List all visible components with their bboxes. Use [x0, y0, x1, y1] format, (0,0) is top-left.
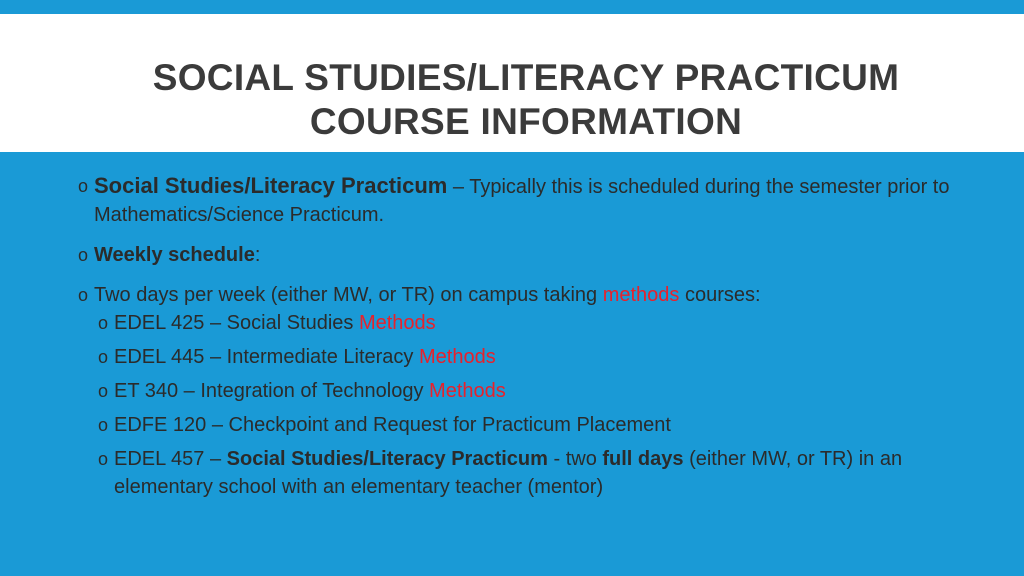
slide-body — [78, 172, 958, 501]
campus-days-tail: courses: — [679, 284, 761, 306]
bullet-practicum-overview — [78, 172, 958, 229]
course-item-edfe-120 — [98, 411, 958, 439]
course-item-edel-445 — [98, 343, 958, 371]
slide-title-line-2: COURSE INFORMATION — [309, 101, 743, 142]
bullet-marker: o — [78, 285, 89, 305]
bullet-marker: o — [78, 245, 89, 265]
methods-highlight: methods — [602, 284, 680, 306]
weekly-schedule-heading: Weekly schedule — [94, 244, 255, 266]
bullet-marker: o — [78, 176, 89, 196]
methods-highlight: Methods — [429, 380, 506, 402]
course-text: EDEL 457 – — [114, 448, 227, 470]
course-text: EDFE 120 – Checkpoint and Request for Practicum Placement — [114, 414, 671, 436]
bullet-marker: o — [98, 449, 109, 469]
bullet-marker: o — [98, 313, 109, 333]
campus-days-text: Two days per week (either MW, or TR) on campus taking — [94, 284, 603, 306]
slide-title-line-1: SOCIAL STUDIES/LITERACY PRACTICUM — [152, 57, 900, 98]
bullet-marker: o — [98, 415, 109, 435]
practicum-description: – Typically this is scheduled during the semester prior to Mathematics/Science Practicum. — [94, 176, 950, 226]
course-text: EDEL 425 – Social Studies — [114, 312, 359, 334]
methods-highlight: Methods — [418, 346, 496, 368]
practicum-name: Social Studies/Literacy Practicum — [226, 448, 548, 470]
course-text-mid: - two — [547, 448, 603, 470]
course-item-et-340 — [98, 377, 958, 405]
practicum-heading: Social Studies/Literacy Practicum — [94, 173, 448, 198]
course-text-tail: (either MW, or TR) in an elementary school with an elementary teacher (mentor) — [114, 448, 903, 498]
slide-title — [100, 56, 952, 144]
course-text: EDEL 445 – Intermediate Literacy — [114, 346, 419, 368]
course-item-edel-425 — [98, 309, 958, 337]
bullet-marker: o — [98, 347, 109, 367]
course-text: ET 340 – Integration of Technology — [114, 380, 430, 402]
weekly-schedule-colon: : — [254, 244, 261, 266]
course-item-edel-457 — [98, 445, 958, 501]
full-days-emphasis: full days — [602, 448, 684, 470]
bullet-campus-days — [78, 281, 958, 309]
bullet-marker: o — [98, 381, 109, 401]
bullet-weekly-schedule — [78, 241, 958, 269]
methods-highlight: Methods — [358, 312, 436, 334]
